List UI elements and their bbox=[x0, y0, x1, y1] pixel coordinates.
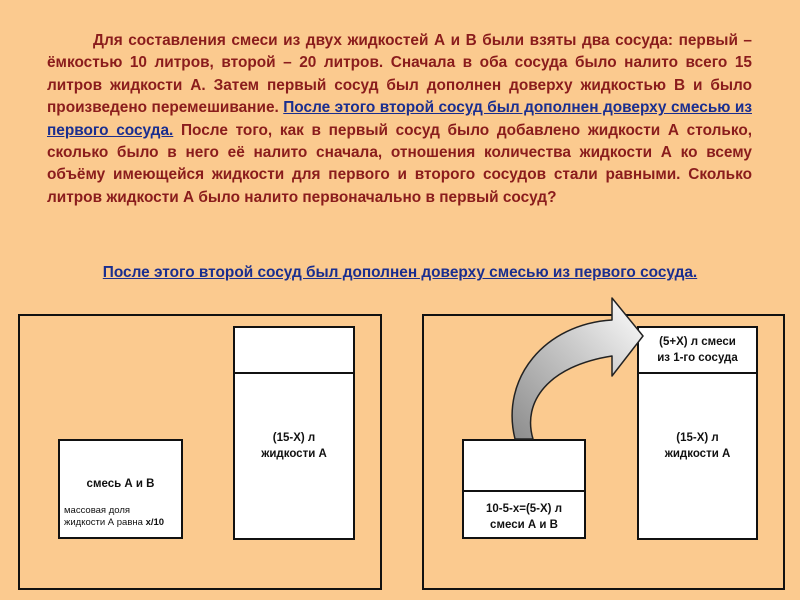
problem-line-1: Для составления смеси из двух жидкостей А и В были взяты два сосуда: bbox=[93, 32, 674, 49]
left-vessel-2-label-line2: жидкости А bbox=[261, 448, 327, 460]
right-vessel-2-top-line2: из 1-го сосуда bbox=[657, 352, 738, 364]
step-subtitle: После этого второй сосуд был дополнен доверху смесью из первого сосуда. bbox=[102, 264, 698, 281]
left-vessel-2-level-line bbox=[233, 372, 355, 374]
right-vessel-2-label-line1: (15-Х) л bbox=[676, 432, 719, 444]
left-vessel-2-label bbox=[233, 430, 355, 462]
left-vessel-1-note-line1: массовая доля bbox=[64, 505, 131, 516]
right-vessel-1-label bbox=[462, 501, 586, 533]
right-vessel-2-level-line bbox=[637, 372, 758, 374]
problem-line-4: доверху жидкостью В и было произведено перемешивание. bbox=[47, 76, 753, 117]
problem-rest: После того, как в первый сосуд было добавлено жидкости А столько, сколько было в него её налито сначала, отношения количества жидкости А ко всему объёму имеющейся жидкости для первого и второго сосудов стали равными. Сколько литров жидкости А было налито первоначально в первый сосуд? bbox=[47, 121, 752, 206]
left-vessel-1-note-line2: жидкости А равна bbox=[64, 517, 146, 528]
problem-line-3: было налито всего 15 литров жидкости А. Затем первый сосуд был дополнен bbox=[47, 54, 752, 94]
right-vessel-2-label bbox=[637, 430, 758, 462]
left-vessel-1-note bbox=[64, 505, 184, 529]
right-vessel-2-label-line2: жидкости А bbox=[664, 448, 731, 460]
right-vessel-1-level-line bbox=[462, 490, 586, 492]
left-vessel-1-note-fraction: х/10 bbox=[145, 517, 165, 528]
left-vessel-2-label-line1: (15-Х) л bbox=[272, 432, 316, 444]
right-vessel-1-label-line1: 10-5-х=(5-Х) л bbox=[485, 503, 562, 515]
problem-text bbox=[47, 30, 752, 209]
right-vessel-1-label-line2: смеси А и В bbox=[490, 519, 558, 531]
left-vessel-1-label: смесь А и В bbox=[86, 478, 155, 490]
problem-line-2: первый – ёмкостью 10 литров, второй – 20 литров. Сначала в оба сосуда bbox=[47, 32, 752, 72]
right-vessel-2-top-label bbox=[637, 334, 758, 366]
right-vessel-2-top-line1: (5+Х) л смеси bbox=[659, 336, 736, 348]
problem-highlight: После этого второй сосуд был дополнен доверху смесью из первого сосуда. bbox=[47, 99, 752, 139]
